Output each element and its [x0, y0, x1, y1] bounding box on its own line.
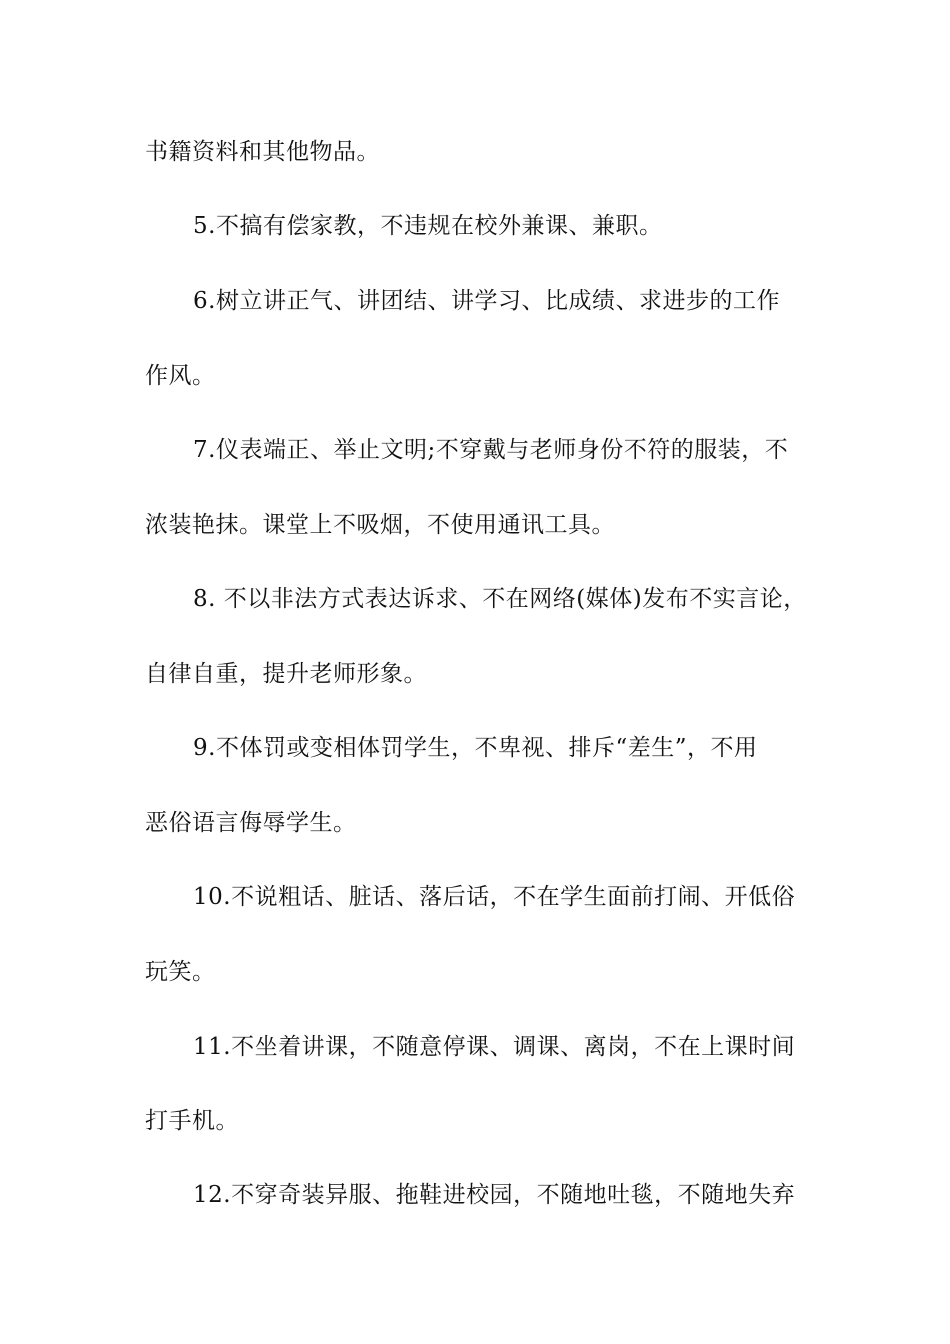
- text-line: [0, 356, 950, 396]
- text-line: [0, 1175, 950, 1215]
- line-text: 6.树立讲正气、讲团结、讲学习、比成绩、求进步的工作: [193, 288, 780, 314]
- text-line: [0, 430, 950, 470]
- text-line: [0, 579, 950, 619]
- line-text: 10.不说粗话、脏话、落后话，不在学生面前打闹、开低俗: [193, 884, 796, 910]
- line-text: 自律自重，提升老师形象。: [145, 661, 427, 687]
- text-line: [0, 728, 950, 768]
- text-line: [0, 505, 950, 545]
- line-text: 8. 不以非法方式表达诉求、不在网络(媒体)发布不实言论，: [193, 586, 807, 612]
- line-text: 浓装艳抹。课堂上不吸烟，不使用通讯工具。: [145, 512, 615, 538]
- text-line: [0, 952, 950, 992]
- text-line: [0, 206, 950, 246]
- line-text: 作风。: [145, 363, 216, 389]
- line-text: 7.仪表端正、举止文明;不穿戴与老师身份不符的服装，不: [193, 437, 789, 463]
- line-text: 9.不体罚或变相体罚学生，不卑视、排斥“差生”，不用: [193, 735, 758, 761]
- text-line: [0, 877, 950, 917]
- line-text: 玩笑。: [145, 959, 216, 985]
- line-text: 11.不坐着讲课，不随意停课、调课、离岗，不在上课时间: [193, 1034, 796, 1060]
- text-line: [0, 132, 950, 172]
- line-text: 恶俗语言侮辱学生。: [145, 810, 357, 836]
- text-line: [0, 1101, 950, 1141]
- line-text: 打手机。: [145, 1108, 239, 1134]
- line-text: 12.不穿奇装异服、拖鞋进校园，不随地吐毯，不随地失弃: [193, 1182, 796, 1208]
- text-line: [0, 281, 950, 321]
- text-line: [0, 654, 950, 694]
- text-line: [0, 1027, 950, 1067]
- line-text: 书籍资料和其他物品。: [145, 139, 380, 165]
- text-line: [0, 803, 950, 843]
- line-text: 5.不搞有偿家教，不违规在校外兼课、兼职。: [193, 213, 663, 239]
